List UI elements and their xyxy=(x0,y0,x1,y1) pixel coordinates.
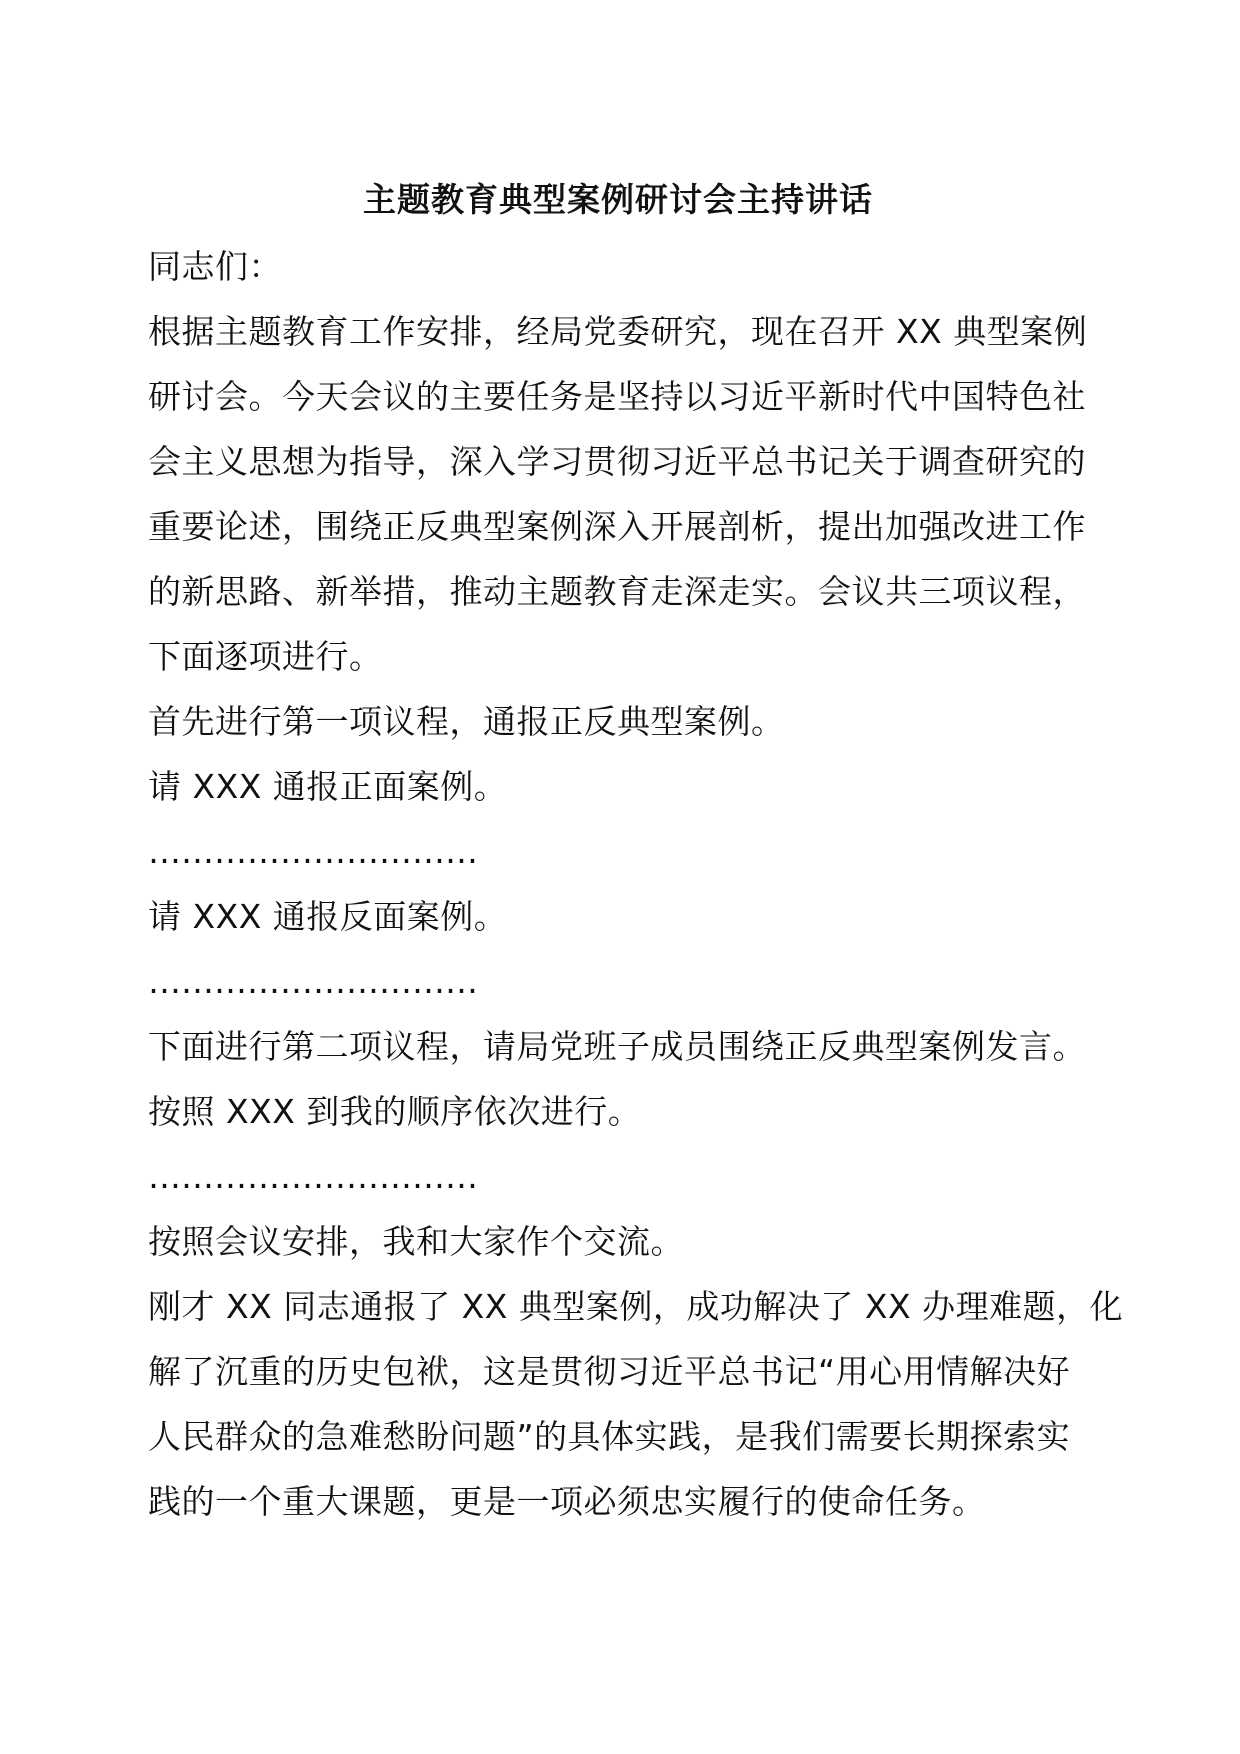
document-page xyxy=(148,172,1124,1534)
paragraph-line: 刚才 XX 同志通报了 XX 典型案例，成功解决了 XX 办理难题，化 xyxy=(148,1287,1124,1326)
paragraph-line: 会主义思想为指导，深入学习贯彻习近平总书记关于调查研究的 xyxy=(148,442,1086,481)
paragraph-line: 的新思路、新举措，推动主题教育走深走实。会议共三项议程， xyxy=(148,572,1086,611)
ellipsis-separator: ………………………… xyxy=(148,1157,478,1196)
paragraph-line: 重要论述，围绕正反典型案例深入开展剖析，提出加强改进工作 xyxy=(148,507,1086,546)
ellipsis-separator: ………………………… xyxy=(148,832,478,871)
paragraph-line: 按照会议安排，我和大家作个交流。 xyxy=(148,1222,684,1261)
paragraph-line: 按照 XXX 到我的顺序依次进行。 xyxy=(148,1092,642,1131)
document-title: 主题教育典型案例研讨会主持讲话 xyxy=(363,180,873,219)
paragraph-line: 请 XXX 通报正面案例。 xyxy=(148,767,508,806)
paragraph-line: 研讨会。今天会议的主要任务是坚持以习近平新时代中国特色社 xyxy=(148,377,1086,416)
paragraph-line: 下面进行第二项议程，请局党班子成员围绕正反典型案例发言。 xyxy=(148,1027,1086,1066)
ellipsis-separator: ………………………… xyxy=(148,962,478,1001)
paragraph-line: 下面逐项进行。 xyxy=(148,637,383,676)
salutation: 同志们： xyxy=(148,247,282,286)
paragraph-line: 根据主题教育工作安排，经局党委研究，现在召开 XX 典型案例 xyxy=(148,312,1088,351)
paragraph-line: 人民群众的急难愁盼问题”的具体实践，是我们需要长期探索实 xyxy=(148,1417,1071,1456)
paragraph-line: 请 XXX 通报反面案例。 xyxy=(148,897,508,936)
paragraph-line: 首先进行第一项议程，通报正反典型案例。 xyxy=(148,702,785,741)
paragraph-line: 践的一个重大课题，更是一项必须忠实履行的使命任务。 xyxy=(148,1482,986,1521)
paragraph-line: 解了沉重的历史包袱，这是贯彻习近平总书记“用心用情解决好 xyxy=(148,1352,1071,1391)
